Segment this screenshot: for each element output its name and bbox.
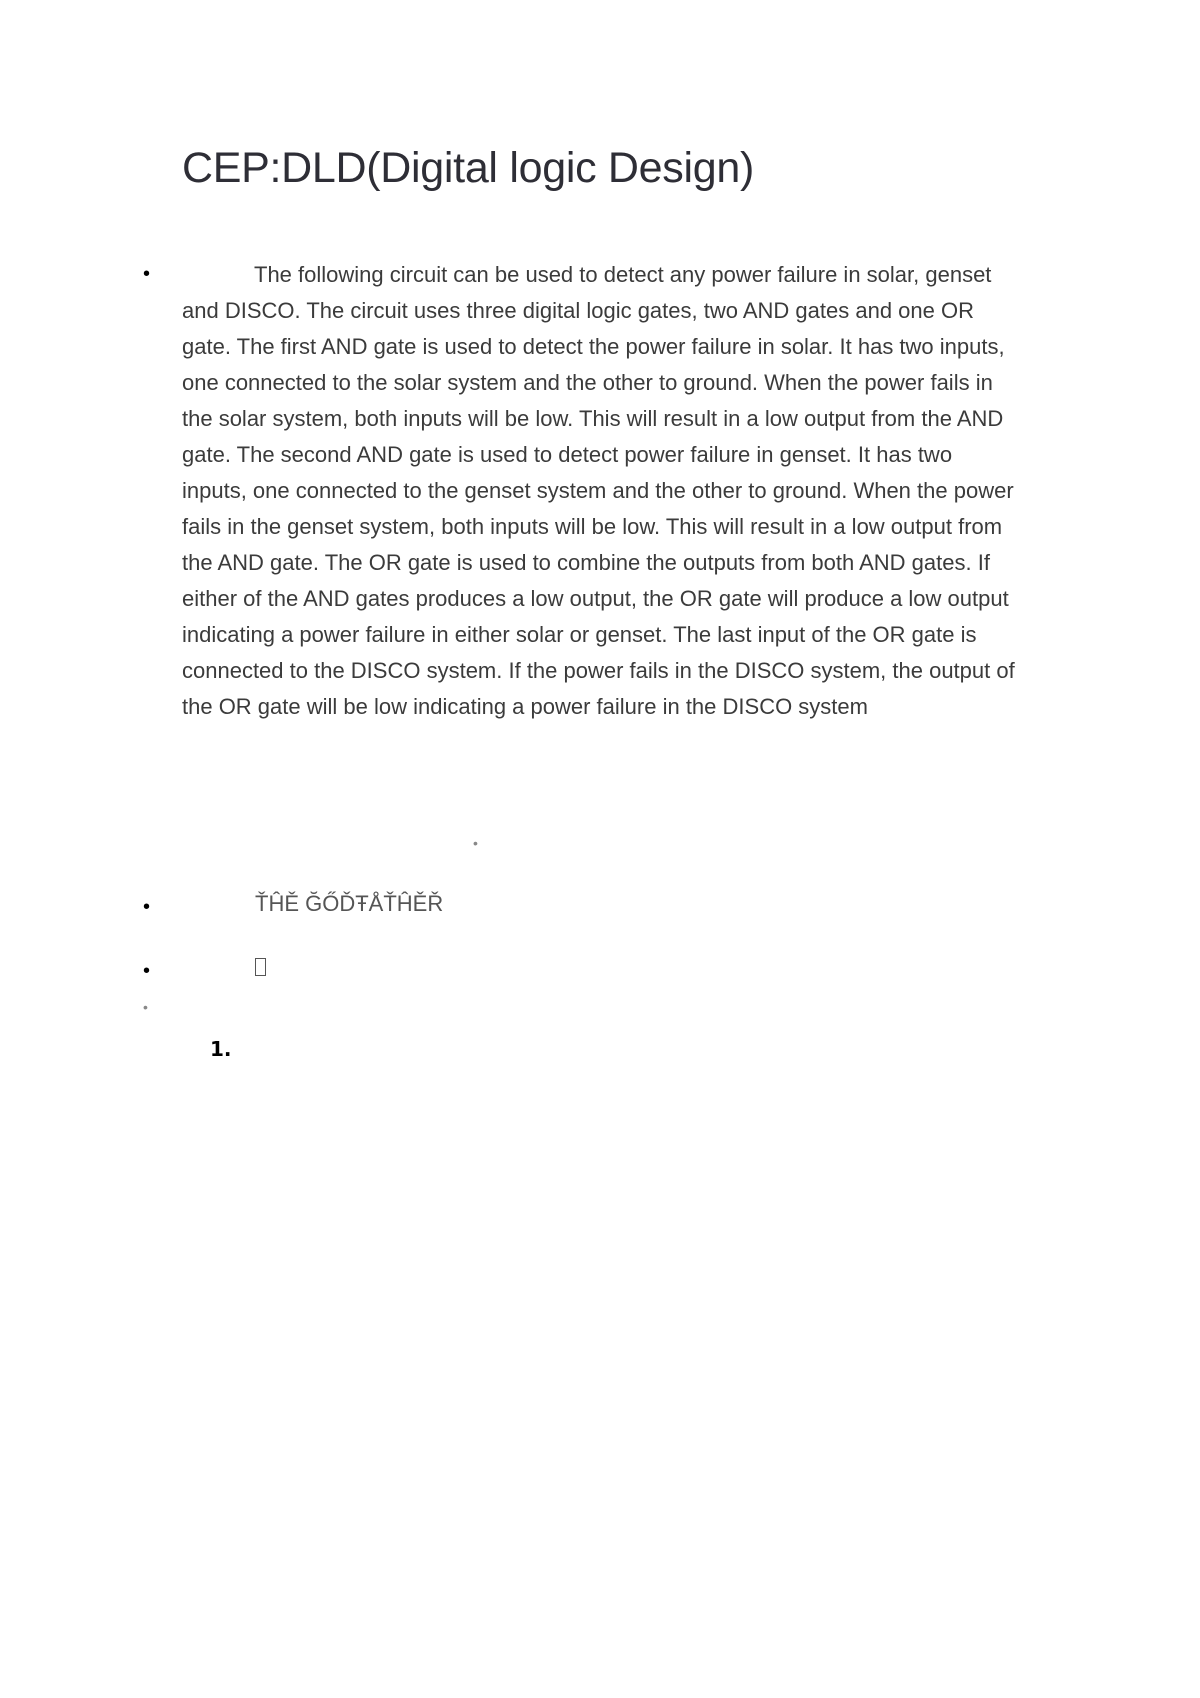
missing-glyph-icon — [255, 958, 266, 976]
body-paragraph: The following circuit can be used to detect any power failure in solar, genset and DISCO. The circuit uses three digital logic gates, two AND gates and one OR gate. The first AND gate is used to detect the power failure in solar. It has two inputs, one connected to the solar system and the other to ground. When the power fails in the solar system, both inputs will be low. This will result in a low output from the AND gate. The second AND gate is used to detect power failure in genset. It has two inputs, one connected to the genset system and the other to ground. When the power fails in the genset system, both inputs will be low. This will result in a low output from the AND gate. The OR gate is used to combine the outputs from both AND gates. If either of the AND gates produces a low output, the OR gate will produce a low output indicating a power failure in either solar or genset. The last input of the OR gate is connected to the DISCO system. If the power fails in the DISCO system, the output of the OR gate will be low indicating a power failure in the DISCO system — [182, 262, 1015, 719]
bullet-marker-small: • — [473, 835, 478, 851]
bullet-marker: • — [143, 263, 151, 285]
numbered-list-item: 1. — [210, 1037, 232, 1061]
special-text-item: ŤĤĚ ĞŐĎŦÅŤĤĚŘ — [255, 891, 444, 916]
bullet-marker: • — [143, 960, 151, 982]
document-title: CEP:DLD(Digital logic Design) — [182, 144, 754, 192]
bullet-marker-small: • — [143, 999, 148, 1015]
bullet-marker: • — [143, 896, 151, 918]
